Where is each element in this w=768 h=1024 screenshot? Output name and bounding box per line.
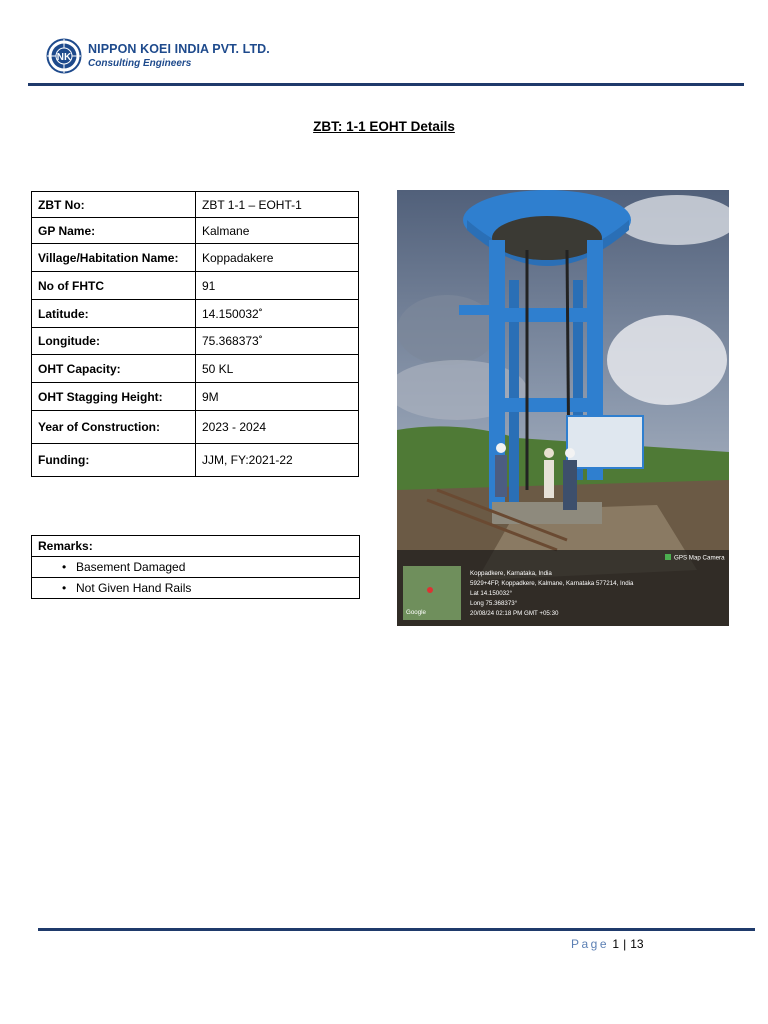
table-row: [32, 300, 359, 328]
header-divider: [28, 83, 744, 86]
photo-lat: Lat 14.150032°: [470, 590, 513, 597]
remark-text: Not Given Hand Rails: [76, 581, 192, 595]
field-label: No of FHTC: [32, 272, 196, 300]
field-value: 14.150032˚: [196, 300, 359, 328]
site-photo: [397, 190, 729, 626]
photo-datetime: 20/08/24 02:18 PM GMT +05:30: [470, 610, 559, 617]
page-title: ZBT: 1-1 EOHT Details: [313, 119, 455, 134]
page-word: Page: [571, 937, 610, 951]
table-row: [32, 328, 359, 355]
table-row: [32, 383, 359, 411]
water-tank-photo: [397, 190, 729, 626]
table-row: [32, 192, 359, 218]
table-row: [32, 272, 359, 300]
field-value: 2023 - 2024: [196, 411, 359, 444]
photo-location: Koppadkere, Karnataka, India: [470, 570, 552, 577]
field-label: Village/Habitation Name:: [32, 244, 196, 272]
list-item: [32, 578, 360, 599]
footer-divider: [38, 928, 755, 931]
field-label: OHT Capacity:: [32, 355, 196, 383]
field-label: Funding:: [32, 444, 196, 477]
company-header: [46, 36, 270, 76]
field-label: Longitude:: [32, 328, 196, 355]
company-tagline: Consulting Engineers: [88, 57, 192, 69]
field-value: ZBT 1-1 – EOHT-1: [196, 192, 359, 218]
field-label: Latitude:: [32, 300, 196, 328]
table-row: [32, 244, 359, 272]
company-name: NIPPON KOEI INDIA PVT. LTD.: [88, 42, 270, 57]
table-row: [32, 444, 359, 477]
field-label: OHT Stagging Height:: [32, 383, 196, 411]
field-value: 91: [196, 272, 359, 300]
bullet-icon: •: [62, 560, 67, 574]
list-item: [32, 557, 360, 578]
field-value: Koppadakere: [196, 244, 359, 272]
table-row: [32, 536, 360, 557]
bullet-icon: •: [62, 581, 67, 595]
photo-app-label: GPS Map Camera: [674, 554, 725, 562]
field-label: GP Name:: [32, 218, 196, 244]
table-row: [32, 411, 359, 444]
page-footer: [571, 937, 644, 951]
field-value: 75.368373˚: [196, 328, 359, 355]
remarks-heading: Remarks:: [32, 536, 360, 557]
field-value: JJM, FY:2021-22: [196, 444, 359, 477]
remark-text: Basement Damaged: [76, 560, 186, 574]
company-block: [88, 43, 270, 69]
page-number: 1: [612, 937, 620, 951]
field-value: 9M: [196, 383, 359, 411]
remarks-table: [31, 535, 360, 599]
field-label: Year of Construction:: [32, 411, 196, 444]
table-row: [32, 218, 359, 244]
total-pages: 13: [630, 937, 644, 951]
photo-address: 5929+4FP, Koppadkere, Kalmane, Karnataka 577214, India: [470, 580, 634, 587]
table-row: [32, 355, 359, 383]
field-value: Kalmane: [196, 218, 359, 244]
page-separator: |: [623, 937, 627, 951]
company-logo: [46, 38, 82, 74]
map-brand-label: Google: [406, 609, 426, 616]
field-label: ZBT No:: [32, 192, 196, 218]
logo-text: NK: [56, 52, 72, 63]
details-table: [31, 191, 359, 477]
field-value: 50 KL: [196, 355, 359, 383]
photo-long: Long 75.368373°: [470, 600, 518, 607]
